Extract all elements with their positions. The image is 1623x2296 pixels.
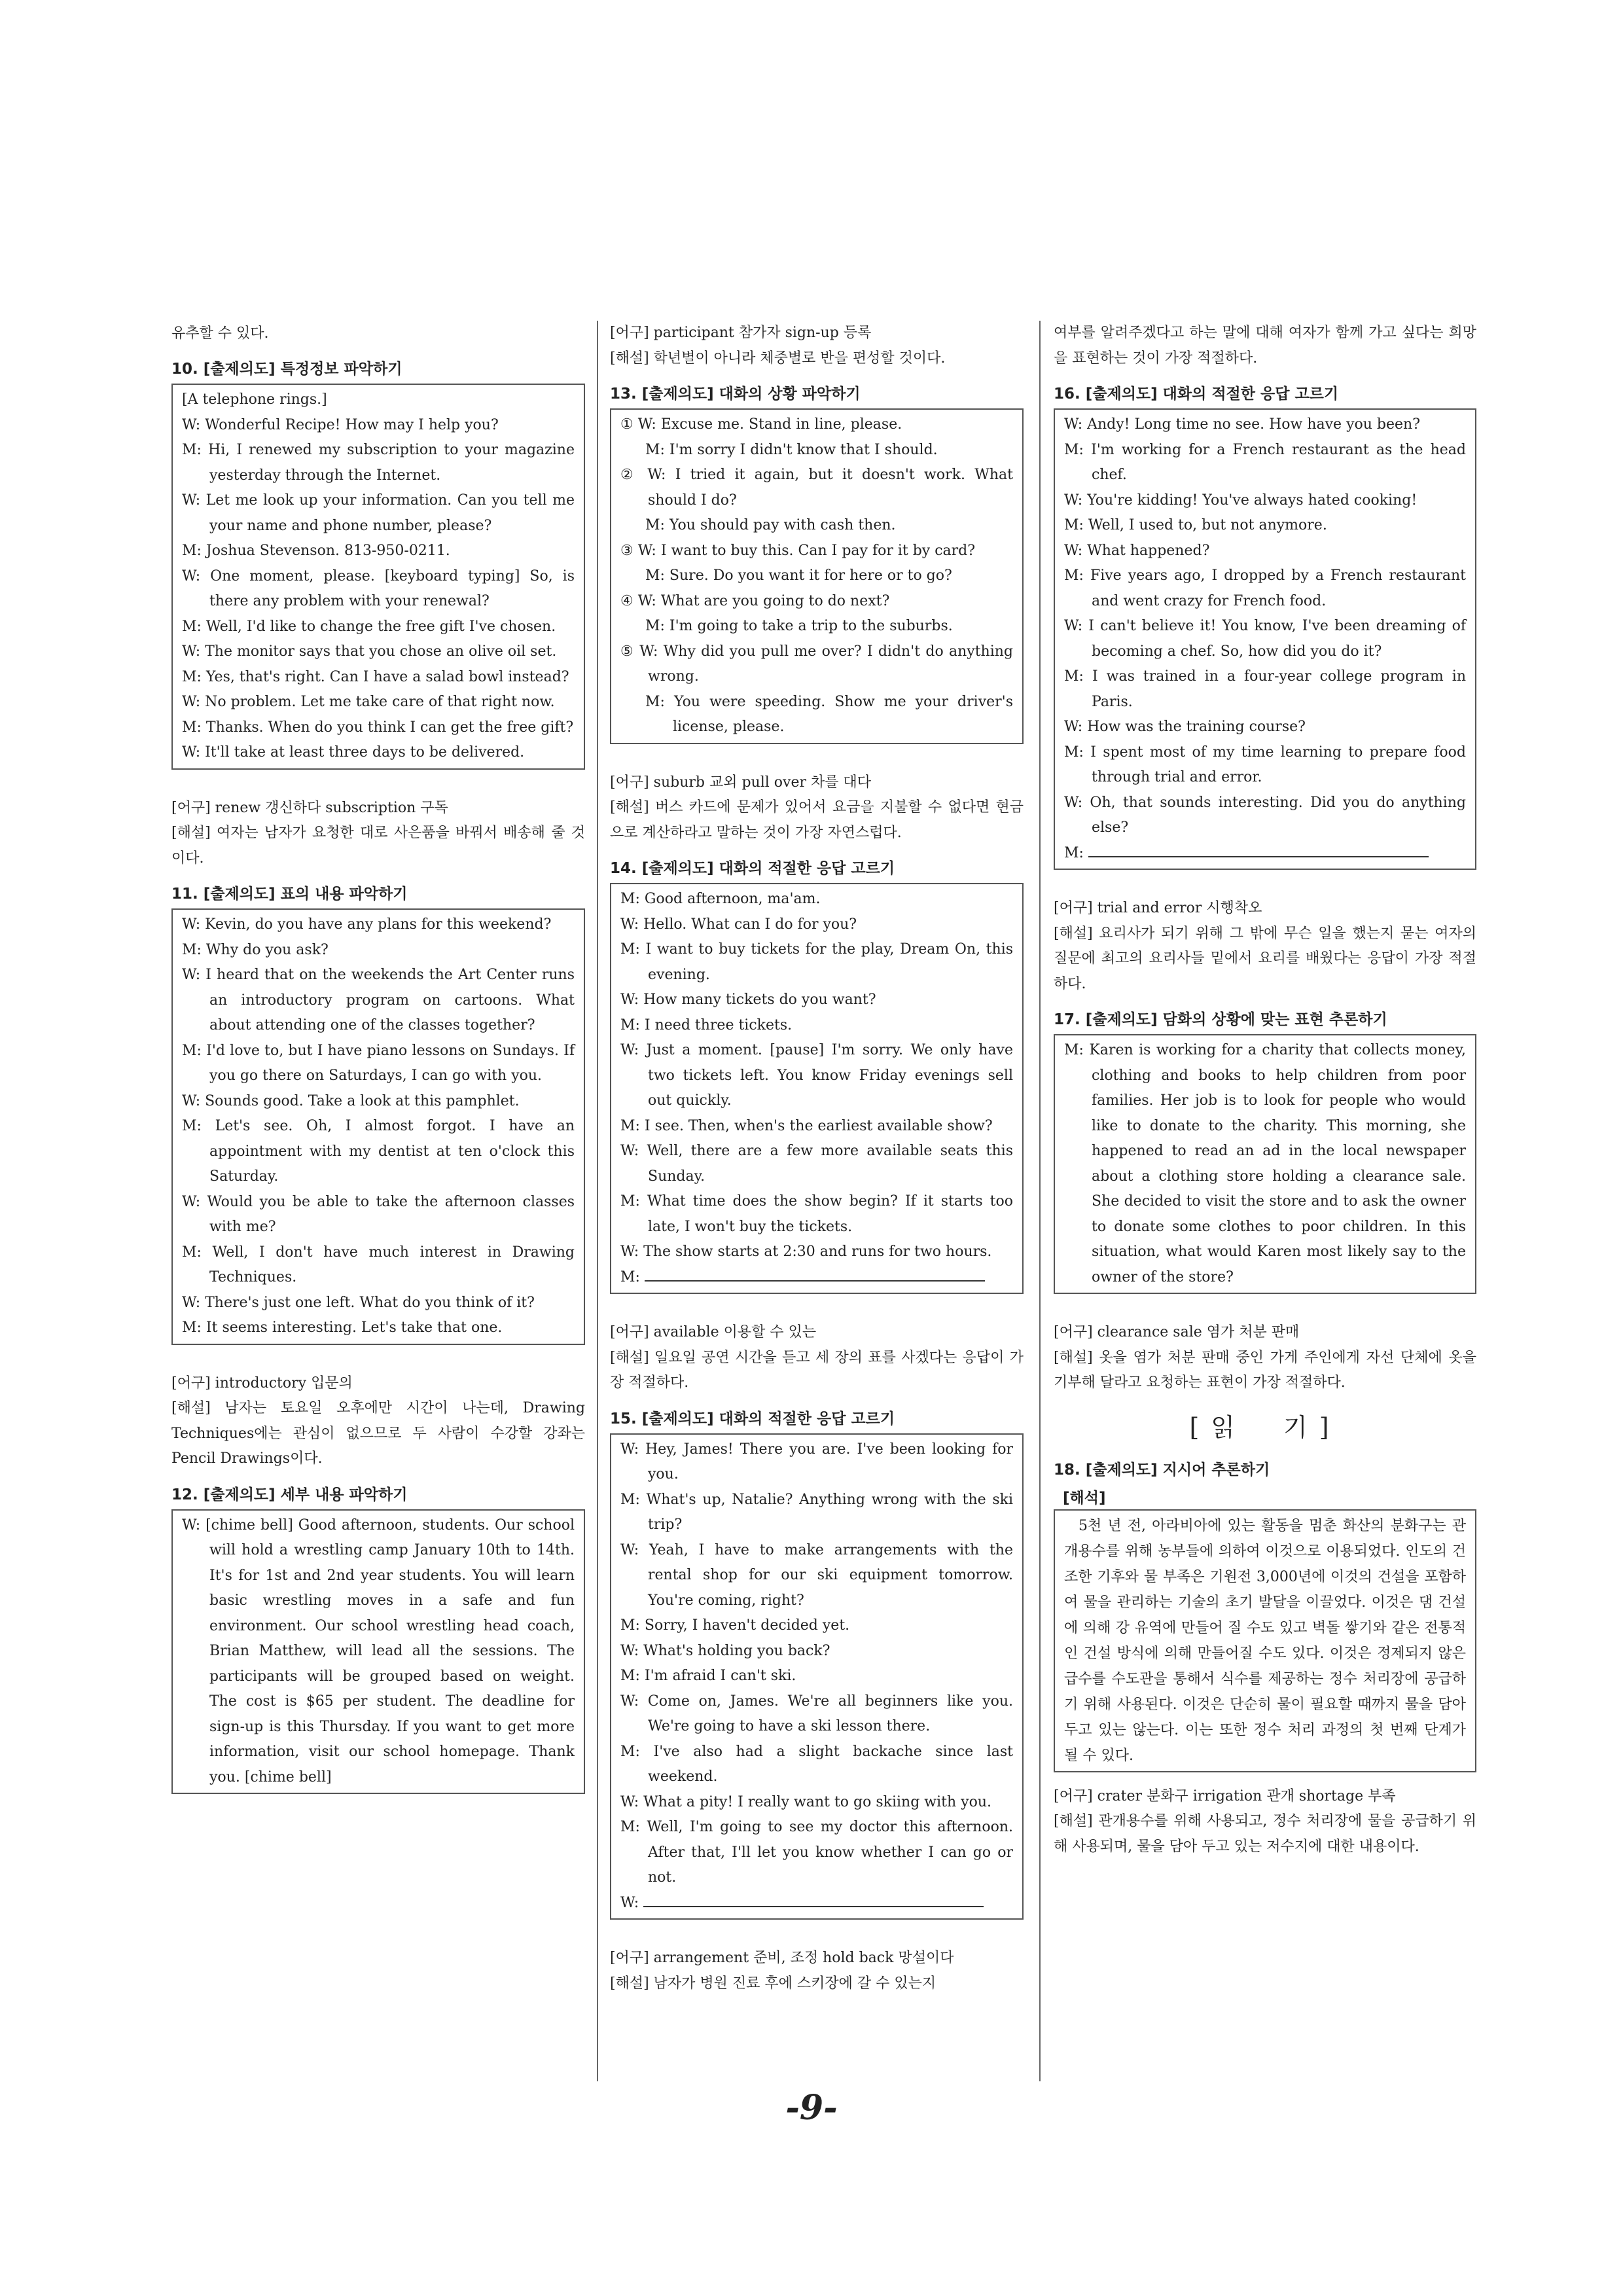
script-line: M: I've also had a slight backache since last weekend. xyxy=(620,1743,1013,1785)
script-line: W: Sounds good. Take a look at this pamphlet. xyxy=(182,1092,520,1109)
script-line: M: I want to buy tickets for the play, Dream On, this evening. xyxy=(620,941,1013,983)
script-line: M: Karen is working for a charity that collects money, clothing and books to help children from poor families. Her job is to look for people who would like to donate to the charity. This morning, she happened to read an ad in the local newspaper about a clothing store holding a clearance sale. She decided to visit the store and to ask the owner to donate some clothes to poor children. In this situation, what would Karen most likely say to the owner of the store? xyxy=(1064,1042,1466,1285)
script-line: M: Hi, I renewed my subscription to your magazine yesterday through the Internet. xyxy=(182,442,575,484)
script-line: W: What happened? xyxy=(1064,542,1210,559)
q16-vocab: [어구] trial and error 시행착오 xyxy=(1054,900,1262,916)
script-line: M: I'm going to take a trip to the suburbs. xyxy=(645,618,953,634)
q18-translation-label: [해석] xyxy=(1063,1489,1106,1507)
script-line: M: What's up, Natalie? Anything wrong with the ski trip? xyxy=(620,1491,1013,1533)
answer-blank-line xyxy=(620,1891,1013,1916)
script-line: W: How was the training course? xyxy=(1064,719,1306,735)
q17-explanation: [해설] 옷을 염가 처분 판매 중인 가게 주인에게 자선 단체에 옷을 기부해 달라고 요청하는 표현이 가장 적절하다. xyxy=(1054,1349,1476,1391)
q17-script-box xyxy=(1054,1034,1476,1294)
q17-vocab: [어구] clearance sale 염가 처분 판매 xyxy=(1054,1324,1300,1340)
script-line: M: Joshua Stevenson. 813-950-0211. xyxy=(182,543,450,559)
q16-explanation: [해설] 요리사가 되기 위해 그 밖에 무슨 일을 했는지 묻는 여자의 질문에 최고의 요리사들 밑에서 요리를 배웠다는 응답이 가장 적절하다. xyxy=(1054,925,1476,992)
script-line: W: Yeah, I have to make arrangements with the rental shop for our ski equipment tomorrow. You're coming, right? xyxy=(620,1541,1013,1609)
script-line: M: I spent most of my time learning to prepare food through trial and error. xyxy=(1064,744,1466,785)
script-line: W: What a pity! I really want to go skiing with you. xyxy=(620,1793,991,1810)
script-line: W: Andy! Long time no see. How have you been? xyxy=(1064,416,1420,433)
section-title-reading: [읽 기] xyxy=(1189,1412,1341,1442)
answer-blank-line xyxy=(1064,841,1466,867)
q15-heading: 15. [출제의도] 대화의 적절한 응답 고르기 xyxy=(610,1410,895,1427)
script-line: M: Yes, that's right. Can I have a salad bowl instead? xyxy=(182,668,569,685)
q15-explanation: [해설] 남자가 병원 진료 후에 스키장에 갈 수 있는지 xyxy=(610,1975,936,1992)
script-line: W: There's just one left. What do you think of it? xyxy=(182,1294,535,1311)
script-line: W: It'll take at least three days to be delivered. xyxy=(182,744,525,761)
script-line: W: Let me look up your information. Can you tell me your name and phone number, please? xyxy=(182,492,575,534)
script-line: W: Well, there are a few more available seats this Sunday. xyxy=(620,1143,1013,1185)
script-line: W: Hey, James! There you are. I've been looking for you. xyxy=(620,1441,1013,1482)
script-line: M: Five years ago, I dropped by a French restaurant and went crazy for French food. xyxy=(1064,567,1466,609)
q18-heading: 18. [출제의도] 지시어 추론하기 xyxy=(1054,1461,1270,1479)
q11-vocab: [어구] introductory 입문의 xyxy=(171,1374,353,1391)
script-line: W: [chime bell] Good afternoon, students. Our school will hold a wrestling camp January 10th to 14th. It's for 1st and 2nd year students. You will learn basic wrestling moves in a safe and fun environment. Our school wrestling head coach, Brian Matthew, will lead all the sessions. The participants will be grouped based on weight. The cost is $65 per student. The deadline for sign-up is this Thursday. If you want to get more information, visit our school homepage. Thank you. [chime bell] xyxy=(182,1516,575,1785)
q14-explanation: [해설] 일요일 공연 시간을 듣고 세 장의 표를 사겠다는 응답이 가장 적절하다. xyxy=(610,1349,1024,1391)
q12-heading: 12. [출제의도] 세부 내용 파악하기 xyxy=(171,1486,408,1503)
continued-explanation: 여부를 알려주겠다고 하는 말에 대해 여자가 함께 가고 싶다는 희망을 표현하는 것이 가장 적절하다. xyxy=(1054,325,1476,367)
script-line: M: Sorry, I haven't decided yet. xyxy=(620,1617,850,1634)
column-2 xyxy=(610,321,1024,1996)
q12-script-box xyxy=(171,1509,585,1795)
script-line: M: You should pay with cash then. xyxy=(645,517,896,533)
q15-vocab: [어구] arrangement 준비, 조정 hold back 망설이다 xyxy=(610,1950,954,1966)
script-line: W: Oh, that sounds interesting. Did you do anything else? xyxy=(1064,794,1466,836)
script-line: W: What's holding you back? xyxy=(620,1642,830,1659)
q14-script-box xyxy=(610,883,1024,1294)
q11-explanation: [해설] 남자는 토요일 오후에만 시간이 나는데, Drawing Techniques에는 관심이 없으므로 두 사람이 수강할 강좌는 Pencil Drawings이다. xyxy=(171,1400,585,1467)
q13-heading: 13. [출제의도] 대화의 상황 파악하기 xyxy=(610,386,861,403)
script-line: M: I see. Then, when's the earliest available show? xyxy=(620,1117,993,1134)
script-line: M: What time does the show begin? If it starts too late, I won't buy the tickets. xyxy=(620,1193,1013,1235)
answer-blank xyxy=(1088,847,1429,857)
script-line: W: The monitor says that you chose an olive oil set. xyxy=(182,643,557,660)
answer-blank xyxy=(643,1897,984,1907)
script-line: [A telephone rings.] xyxy=(182,391,327,408)
q10-heading: 10. [출제의도] 특정정보 파악하기 xyxy=(171,361,402,378)
script-line: W: Come on, James. We're all beginners like you. We're going to have a ski lesson there. xyxy=(620,1693,1013,1734)
column-divider-2 xyxy=(1039,321,1041,2081)
script-line: ① W: Excuse me. Stand in line, please. xyxy=(620,416,902,433)
script-line: ② W: I tried it again, but it doesn't work. What should I do? xyxy=(620,467,1013,509)
q12-explanation: [해설] 학년별이 아니라 체중별로 반을 편성할 것이다. xyxy=(610,350,946,367)
page-number: -9- xyxy=(785,2088,838,2128)
q18-explanation: [해설] 관개용수를 위해 사용되고, 정수 처리장에 물을 공급하기 위해 사용되며, 물을 담아 두고 있는 저수지에 대한 내용이다. xyxy=(1054,1813,1476,1855)
q10-script-box xyxy=(171,384,585,770)
q11-heading: 11. [출제의도] 표의 내용 파악하기 xyxy=(171,886,408,903)
script-line: M: It seems interesting. Let's take that one. xyxy=(182,1319,503,1336)
script-line: W: No problem. Let me take care of that right now. xyxy=(182,694,555,710)
blank-speaker: M: xyxy=(1064,844,1088,861)
q18-translation-text: 5천 년 전, 아라비아에 있는 활동을 멈춘 화산의 분화구는 관개용수를 위해 농부들에 의하여 이것으로 이용되었다. 인도의 건조한 기후와 물 부족은 기원전 3,000년에 이것의 건설을 포함하여 물을 관리하는 기술의 초기 발달을 이끌었다. 이것은 댐 건설에 의해 강 유역에 만들어 질 수도 있고 벽돌 쌓기와 같은 전통적인 건설 방식에 의해 만들어질 수도 있다. 이것은 정제되지 않은 급수를 수도관을 통해서 식수를 제공하는 정수 처리장에 공급하기 위해 사용된다. 이것은 단순히 물이 필요할 때까지 물을 담아 두고 있는 않는다. 이는 또한 정수 처리 과정의 첫 번째 단계가 될 수 있다. xyxy=(1064,1517,1466,1764)
script-line: M: I'd love to, but I have piano lessons on Sundays. If you go there on Saturdays, I can go with you. xyxy=(182,1042,575,1084)
q12-vocab: [어구] participant 참가자 sign-up 등록 xyxy=(610,325,872,341)
q11-script-box xyxy=(171,908,585,1345)
script-line: M: I was trained in a four-year college program in Paris. xyxy=(1064,668,1466,710)
script-line: W: Kevin, do you have any plans for this weekend? xyxy=(182,916,552,933)
script-line: M: I'm afraid I can't ski. xyxy=(620,1668,796,1684)
q13-vocab: [어구] suburb 교외 pull over 차를 대다 xyxy=(610,774,871,791)
answer-blank xyxy=(645,1271,985,1282)
script-line: W: You're kidding! You've always hated cooking! xyxy=(1064,492,1418,509)
q10-vocab: [어구] renew 갱신하다 subscription 구독 xyxy=(171,799,448,816)
continued-text: 유추할 수 있다. xyxy=(171,325,269,342)
script-line: ④ W: What are you going to do next? xyxy=(620,592,890,609)
answer-blank-line xyxy=(620,1265,1013,1291)
script-line: M: I need three tickets. xyxy=(620,1016,793,1033)
q13-options-box xyxy=(610,408,1024,744)
script-line: W: Just a moment. [pause] I'm sorry. We only have two tickets left. You know Friday evenings sell out quickly. xyxy=(620,1042,1013,1109)
script-line: W: How many tickets do you want? xyxy=(620,992,876,1008)
q14-vocab: [어구] available 이용할 수 있는 xyxy=(610,1324,817,1340)
script-line: M: Well, I don't have much interest in Drawing Techniques. xyxy=(182,1244,575,1285)
column-3 xyxy=(1054,321,1476,1859)
script-line: M: Good afternoon, ma'am. xyxy=(620,891,821,907)
blank-speaker: W: xyxy=(620,1894,644,1911)
q13-explanation: [해설] 버스 카드에 문제가 있어서 요금을 지불할 수 없다면 현금으로 계산하라고 말하는 것이 가장 자연스럽다. xyxy=(610,799,1024,841)
column-1 xyxy=(171,321,585,1794)
script-line: M: Sure. Do you want it for here or to go? xyxy=(645,567,952,584)
script-line: W: The show starts at 2:30 and runs for two hours. xyxy=(620,1244,992,1260)
q17-heading: 17. [출제의도] 담화의 상황에 맞는 표현 추론하기 xyxy=(1054,1011,1387,1028)
q16-script-box xyxy=(1054,408,1476,870)
script-line: M: Well, I'd like to change the free gift I've chosen. xyxy=(182,618,556,635)
script-line: M: Why do you ask? xyxy=(182,941,329,958)
script-line: M: Well, I'm going to see my doctor this afternoon. After that, I'll let you know whether I can go or not. xyxy=(620,1819,1013,1886)
script-line: M: I'm sorry I didn't know that I should. xyxy=(645,441,938,458)
q10-explanation: [해설] 여자는 남자가 요청한 대로 사은품을 바꿔서 배송해 줄 것이다. xyxy=(171,825,585,867)
script-line: M: Well, I used to, but not anymore. xyxy=(1064,517,1327,533)
script-line: M: Let's see. Oh, I almost forgot. I have an appointment with my dentist at ten o'clock this Saturday. xyxy=(182,1118,575,1185)
column-divider-1 xyxy=(597,321,598,2081)
q15-script-box xyxy=(610,1433,1024,1920)
script-line: W: Wonderful Recipe! How may I help you? xyxy=(182,416,499,433)
script-line: ⑤ W: Why did you pull me over? I didn't do anything wrong. xyxy=(620,643,1013,685)
script-line: W: One moment, please. [keyboard typing] So, is there any problem with your renewal? xyxy=(182,567,575,609)
q18-translation-box xyxy=(1054,1509,1476,1772)
script-line: ③ W: I want to buy this. Can I pay for it by card? xyxy=(620,542,976,559)
q18-vocab: [어구] crater 분화구 irrigation 관개 shortage 부족 xyxy=(1054,1787,1396,1804)
q16-heading: 16. [출제의도] 대화의 적절한 응답 고르기 xyxy=(1054,386,1339,403)
blank-speaker: M: xyxy=(620,1268,645,1285)
script-line: W: Would you be able to take the afternoon classes with me? xyxy=(182,1193,575,1235)
q14-heading: 14. [출제의도] 대화의 적절한 응답 고르기 xyxy=(610,860,895,877)
script-line: M: I'm working for a French restaurant as the head chef. xyxy=(1064,441,1466,483)
script-line: M: You were speeding. Show me your driver's license, please. xyxy=(645,693,1013,735)
script-line: W: I can't believe it! You know, I've been dreaming of becoming a chef. So, how did you do it? xyxy=(1064,618,1466,660)
script-line: W: I heard that on the weekends the Art Center runs an introductory program on cartoons. What about attending one of the classes together? xyxy=(182,967,575,1033)
script-line: M: Thanks. When do you think I can get the free gift? xyxy=(182,719,574,736)
script-line: W: Hello. What can I do for you? xyxy=(620,916,857,933)
